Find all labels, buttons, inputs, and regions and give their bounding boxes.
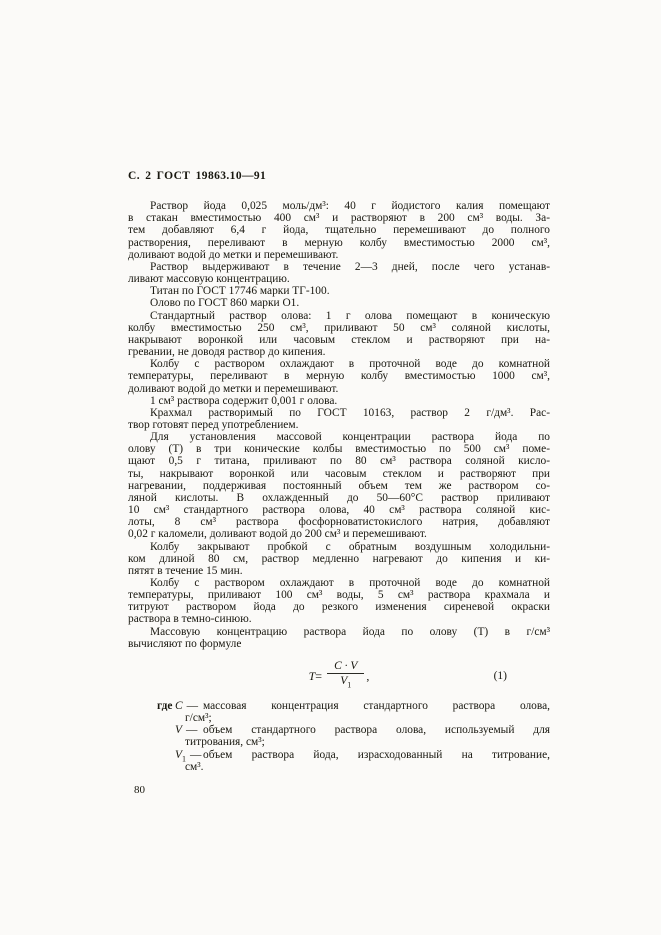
formula-equals: = [315,668,323,683]
text-line: объем стандартного раствора олова, используемый для [203,724,550,737]
text-line: пятят в течение 15 мин. [128,564,243,577]
definition-term: V — [175,724,198,737]
running-header: С. 2 ГОСТ 19863.10—91 [128,170,267,182]
text-line: Титан по ГОСТ 17746 марки ТГ-100. [150,285,330,298]
text-line: 1 см³ раствора содержит 0,001 г олова. [150,394,338,407]
definition-term: C — [175,699,198,712]
paragraph [128,310,550,359]
text-line: щают 0,5 г титана, приливают по 80 см³ раствора соляной кисло- [128,455,550,468]
text-line: тем добавляют 6,4 г йода, тщательно перемешивают до полного [128,224,550,237]
definition-row [128,700,550,724]
definition-row [128,724,550,748]
text-line: Колбу с раствором охлаждают в проточной воде до комнатной [150,577,550,589]
paragraph [128,285,550,297]
text-line: 0,02 г каломели, доливают водой до 200 см³ и перемешивают. [128,528,427,541]
definition-term: $V_1$ — [175,748,202,763]
definition-description [185,724,550,749]
paragraph [128,626,550,650]
formula-number: (1) [493,669,507,682]
text-line: Для установления массовой концентрации раствора йода по [150,431,550,444]
text-line: температуры, приливают 100 см³ воды, 5 см³ раствора крахмала и [128,589,550,602]
paragraph [128,431,550,540]
paragraph [128,577,550,626]
text-line: 10 см³ стандартного раствора олова, 40 см³ раствора соляной кис- [128,504,550,517]
formula-fraction [327,660,364,692]
text-line: титруют раствором йода до резкого изменения сиреневой окраски [128,601,550,614]
text-line: Олово по ГОСТ 860 марки О1. [150,297,300,310]
text-line: Стандартный раствор олова: 1 г олова помещают в коническую [150,309,550,322]
text-line: доливают водой до метки и перемешивают. [128,248,339,261]
definition-description [185,699,550,725]
body-text [128,200,550,650]
text-line: твор готовят перед употреблением. [128,418,299,431]
definitions-list [128,700,550,773]
text-line: гревании, не доводя раствор до кипения. [128,346,326,359]
formula-expression [309,660,370,692]
page-number: 80 [134,783,145,796]
text-line: вычисляют по формуле [128,637,242,650]
text-line: Колбу закрывают пробкой с обратным воздушным холодильни- [150,540,550,553]
text-line: Раствор йода 0,025 моль/дм³: 40 г йодистого калия помещают [150,200,550,213]
text-block [128,170,550,796]
formula-denominator: $V_1$ [340,675,352,690]
paragraph [128,407,550,431]
text-line: лоты, 8 см³ раствора фосфорноватистокислого натрия, добавляют [128,516,550,529]
text-line: ливают массовую концентрацию. [128,273,290,286]
text-line: титрования, см³; [185,736,265,749]
text-line: см³. [185,760,204,773]
text-line: Колбу с раствором охлаждают в проточной воде до комнатной [150,358,550,371]
text-line: Крахмал растворимый по ГОСТ 10163, раствор 2 г/дм³. Рас- [150,406,550,419]
formula-lhs: T [308,668,316,683]
text-line: ты, накрывают воронкой или часовым стеклом и растворяют при [128,467,550,480]
definitions-intro: где [157,699,173,712]
paragraph [128,261,550,285]
text-line: нагревании, поддерживая постоянный объем тем же раствором со- [128,479,550,492]
text-line: растворения, переливают в мерную колбу вместимостью 2000 см³, [128,236,550,249]
formula [128,659,550,693]
text-line: колбу вместимостью 250 см³, приливают 50 см³ соляной кислоты, [128,321,550,334]
text-line: массовая концентрация стандартного раствора олова, [203,699,550,712]
text-line: объем раствора йода, израсходованный на титрование, [203,748,550,761]
formula-comma: , [366,668,370,683]
paragraph [128,358,550,394]
definition-row [128,749,550,773]
text-line: ляной кислоты. В охлажденный до 50—60°С раствор приливают [128,491,550,504]
paragraph [128,200,550,261]
text-line: ком длиной 80 см, раствор медленно нагревают до кипения и ки- [128,552,550,565]
text-line: Массовую концентрацию раствора йода по олову (Т) в г/см³ [150,625,550,638]
paragraph [128,541,550,577]
text-line: раствора в темно-синюю. [128,613,252,626]
text-line: температуры, переливают в мерную колбу вместимостью 1000 см³, [128,370,550,383]
text-line: олову (Т) в три конические колбы вместимостью по 500 см³ поме- [128,443,550,456]
text-line: в стакан вместимостью 400 см³ и растворяют в 200 см³ воды. За- [128,212,550,225]
text-line: накрывают воронкой или часовым стеклом и растворяют при на- [128,333,550,346]
text-line: Раствор выдерживают в течение 2—3 дней, после чего устанав- [150,260,550,273]
paragraph [128,395,550,407]
paragraph [128,297,550,309]
text-line: г/см³; [185,712,212,725]
formula-numerator: C · V [327,660,364,674]
text-line: доливают водой до метки и перемешивают. [128,382,339,395]
